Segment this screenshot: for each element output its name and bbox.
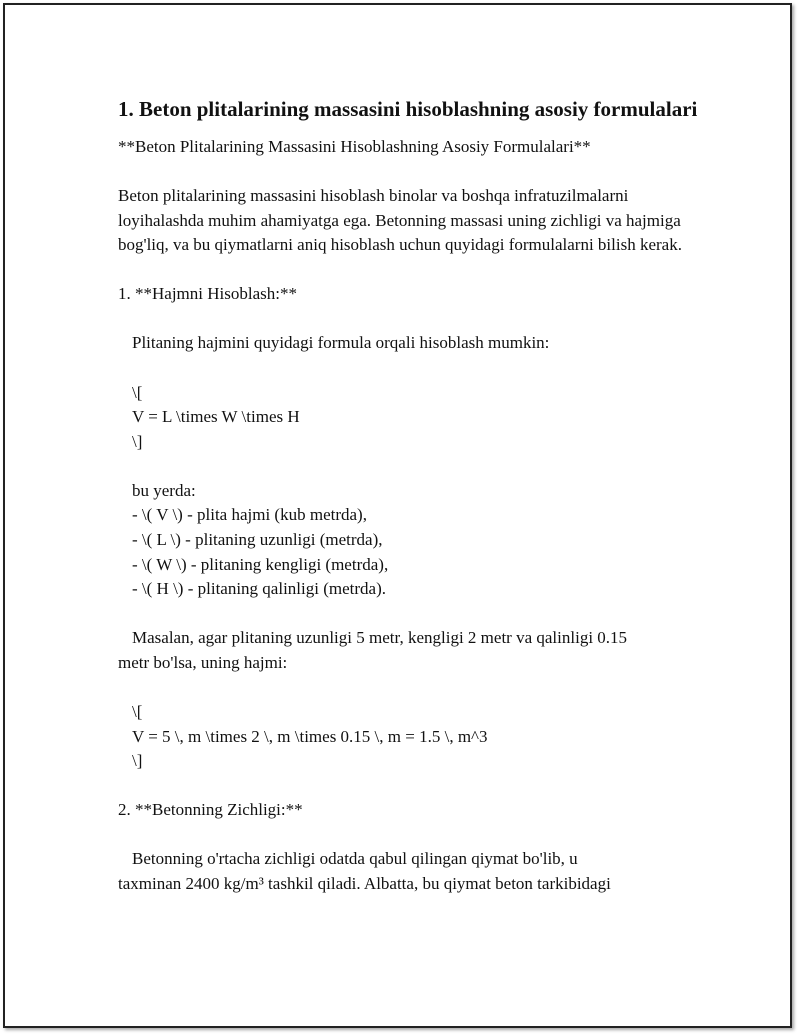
where-item-l: - \( L \) - plitaning uzunligi (metrda), [132,530,383,550]
where-item-v: - \( V \) - plita hajmi (kub metrda), [132,505,367,525]
formula2-close: \] [132,751,143,771]
formula1-body: V = L \times W \times H [132,407,300,427]
where-item-w: - \( W \) - plitaning kengligi (metrda), [132,554,389,574]
page-title: 1. Beton plitalarining massasini hisoblashning asosiy formulalari [118,97,698,121]
formula1-open: \[ [132,382,143,402]
example-line-1: Masalan, agar plitaning uzunligi 5 metr, kengligi 2 metr va qalinligi 0.15 [132,628,628,648]
intro-paragraph: Beton plitalarining massasini hisoblash binolar va boshqa infratuzilmalarni loyihalashda muhim ahamiyatga ega. Betonning massasi uning zichligi va hajmiga bog'liq, va bu qiymatlarni aniq hisoblash uchun quyidagi formulalarni bilish kerak. [118,186,686,255]
where-label: bu yerda: [132,480,196,500]
section2-line-1: Betonning o'rtacha zichligi odatda qabul qilingan qiymat bo'lib, u [132,849,578,869]
where-item-h: - \( H \) - plitaning qalinligi (metrda). [132,579,386,599]
section1-title: 1. **Hajmni Hisoblash:** [118,284,297,304]
document-body [118,94,698,897]
subtitle-text: **Beton Plitalarining Massasini Hisoblashning Asosiy Formulalari** [118,137,591,156]
formula2-open: \[ [132,702,143,721]
formula2-body: V = 5 \, m \times 2 \, m \times 0.15 \, m = 1.5 \, m^3 [132,726,488,746]
section2-title: 2. **Betonning Zichligi:** [118,800,303,820]
section1-text: Plitaning hajmini quyidagi formula orqali hisoblash mumkin: [132,333,550,353]
section2-line-2: taxminan 2400 kg/m³ tashkil qiladi. Albatta, bu qiymat beton tarkibidagi [118,873,611,893]
example-line-2: metr bo'lsa, uning hajmi: [118,652,288,672]
formula1-close: \] [132,431,143,451]
